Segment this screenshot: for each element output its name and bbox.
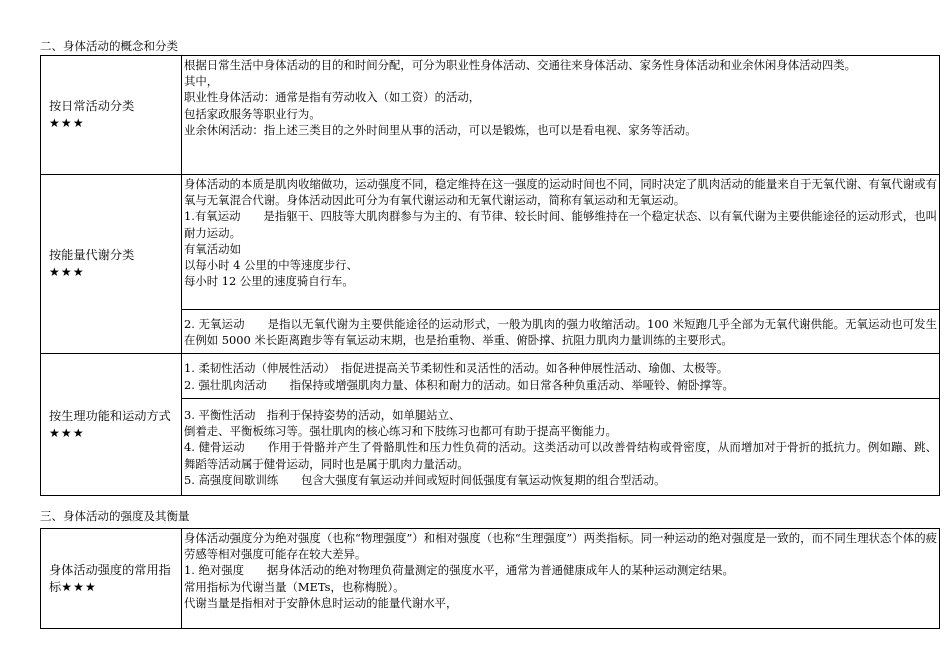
category-cell [41, 175, 182, 354]
content-cell [182, 399, 940, 496]
category-cell [41, 529, 182, 629]
text-line: 倒着走、平衡板练习等。强壮肌肉的核心练习和下肢练习也都可有助于提高平衡能力。 [184, 424, 617, 439]
text-line: 身体活动强度分为绝对强度（也称“物理强度”）和相对强度（也称“生理强度”）两类指标。同一种运动的绝对强度是一致的，而不同生理状态个体的疲劳感等相对强度可能存在较大差异。 [184, 531, 937, 562]
text-line: 根据日常生活中身体活动的目的和时间分配，可分为职业性身体活动、交通往来身体活动、家务性身体活动和业余休闲身体活动四类。 [184, 58, 857, 72]
text-line: 4. 健骨运动 作用于骨骼并产生了骨骼肌性和压力性负荷的活动。这类活动可以改善骨结构或骨密度，从而增加对于骨折的抵抗力。例如蹦、跳、舞蹈等活动属于健骨运动，同时也是属于肌肉力量活动。 [184, 440, 937, 471]
table-row [41, 175, 940, 310]
category-label: 按生理功能和运动方式 [49, 408, 171, 423]
content-cell [182, 56, 940, 175]
star-rating: ★★★ [49, 265, 85, 279]
text-line: 业余休闲活动：指上述三类目的之外时间里从事的活动，可以是锻炼，也可以是看电视、家务等活动。 [184, 122, 697, 137]
category-label: 身体活动强度的常用指标 [49, 562, 171, 594]
category-cell [41, 354, 182, 496]
star-rating: ★★★ [49, 425, 85, 440]
text-line: 有氧活动如 [184, 241, 241, 256]
text-line: 其中， [184, 74, 219, 89]
text-line: 1. 柔韧性活动（伸展性活动） 指促进提高关节柔韧性和灵活性的活动。如各种伸展性活动、瑜伽、太极等。 [184, 361, 729, 376]
text-line: 职业性身体活动：通常是指有劳动收入（如工资）的活动， [184, 90, 481, 105]
text-line: 包括家政服务等职业行为。 [184, 106, 321, 121]
text-line: 代谢当量是指相对于安静休息时运动的能量代谢水平， [184, 595, 458, 610]
text-line: 身体活动的本质是肌肉收缩做功，运动强度不同，稳定维持在这一强度的运动时间也不同，同时决定了肌肉活动的能量来自于无氧代谢、有氧代谢或有氧与无氧混合代谢。身体活动因此可分为有氧代谢运动和无氧代谢运动，简称有氧运动和无氧运动。 [184, 177, 937, 208]
intensity-table [40, 528, 940, 629]
table-row [41, 56, 940, 175]
text-line: 1.有氧运动 是指躯干、四肢等大肌肉群参与为主的、有节律、较长时间、能够维持在一个稳定状态、以有氧代谢为主要供能途径的运动形式，也叫耐力运动。 [184, 209, 937, 240]
content-cell [182, 175, 940, 310]
content-cell [182, 310, 940, 354]
content-cell [182, 529, 940, 629]
table-row [41, 354, 940, 399]
classification-table [40, 55, 940, 496]
star-rating: ★★★ [61, 579, 97, 594]
section-3-title: 三、身体活动的强度及其衡量 [40, 509, 190, 523]
text-line: 3. 平衡性活动 指利于保持姿势的活动，如单腿站立、 [184, 407, 461, 422]
category-label: 按日常活动分类 [49, 99, 135, 113]
text-line: 2. 无氧运动 是指以无氧代谢为主要供能途径的运动形式，一般为肌肉的强力收缩活动。100 米短跑几乎全部为无氧代谢供能。无氧运动也可发生在例如 5000 米长距离跑步等有氧运动末期，也是抬重物、举重、俯卧撑、抗阻力肌肉力量训练的主要形式。 [184, 316, 937, 347]
section-2-title: 二、身体活动的概念和分类 [40, 39, 178, 53]
category-label: 按能量代谢分类 [49, 248, 135, 262]
category-cell [41, 56, 182, 175]
text-line: 2. 强壮肌肉活动 指保持或增强肌肉力量、体积和耐力的活动。如日常各种负重活动、举哑铃、俯卧撑等。 [184, 377, 734, 392]
table-row [41, 529, 940, 629]
star-rating: ★★★ [49, 116, 85, 130]
text-line: 常用指标为代谢当量（METs，也称梅脱）。 [184, 579, 405, 594]
text-line: 每小时 12 公里的速度骑自行车。 [184, 274, 354, 289]
text-line: 5. 高强度间歇训练 包含大强度有氧运动并间或短时间低强度有氧运动恢复期的组合型活动。 [184, 472, 666, 487]
content-cell [182, 354, 940, 399]
text-line: 1. 绝对强度 据身体活动的绝对物理负荷量测定的强度水平，通常为普通健康成年人的某种运动测定结果。 [184, 563, 734, 578]
text-line: 以每小时 4 公里的中等速度步行、 [184, 258, 358, 273]
